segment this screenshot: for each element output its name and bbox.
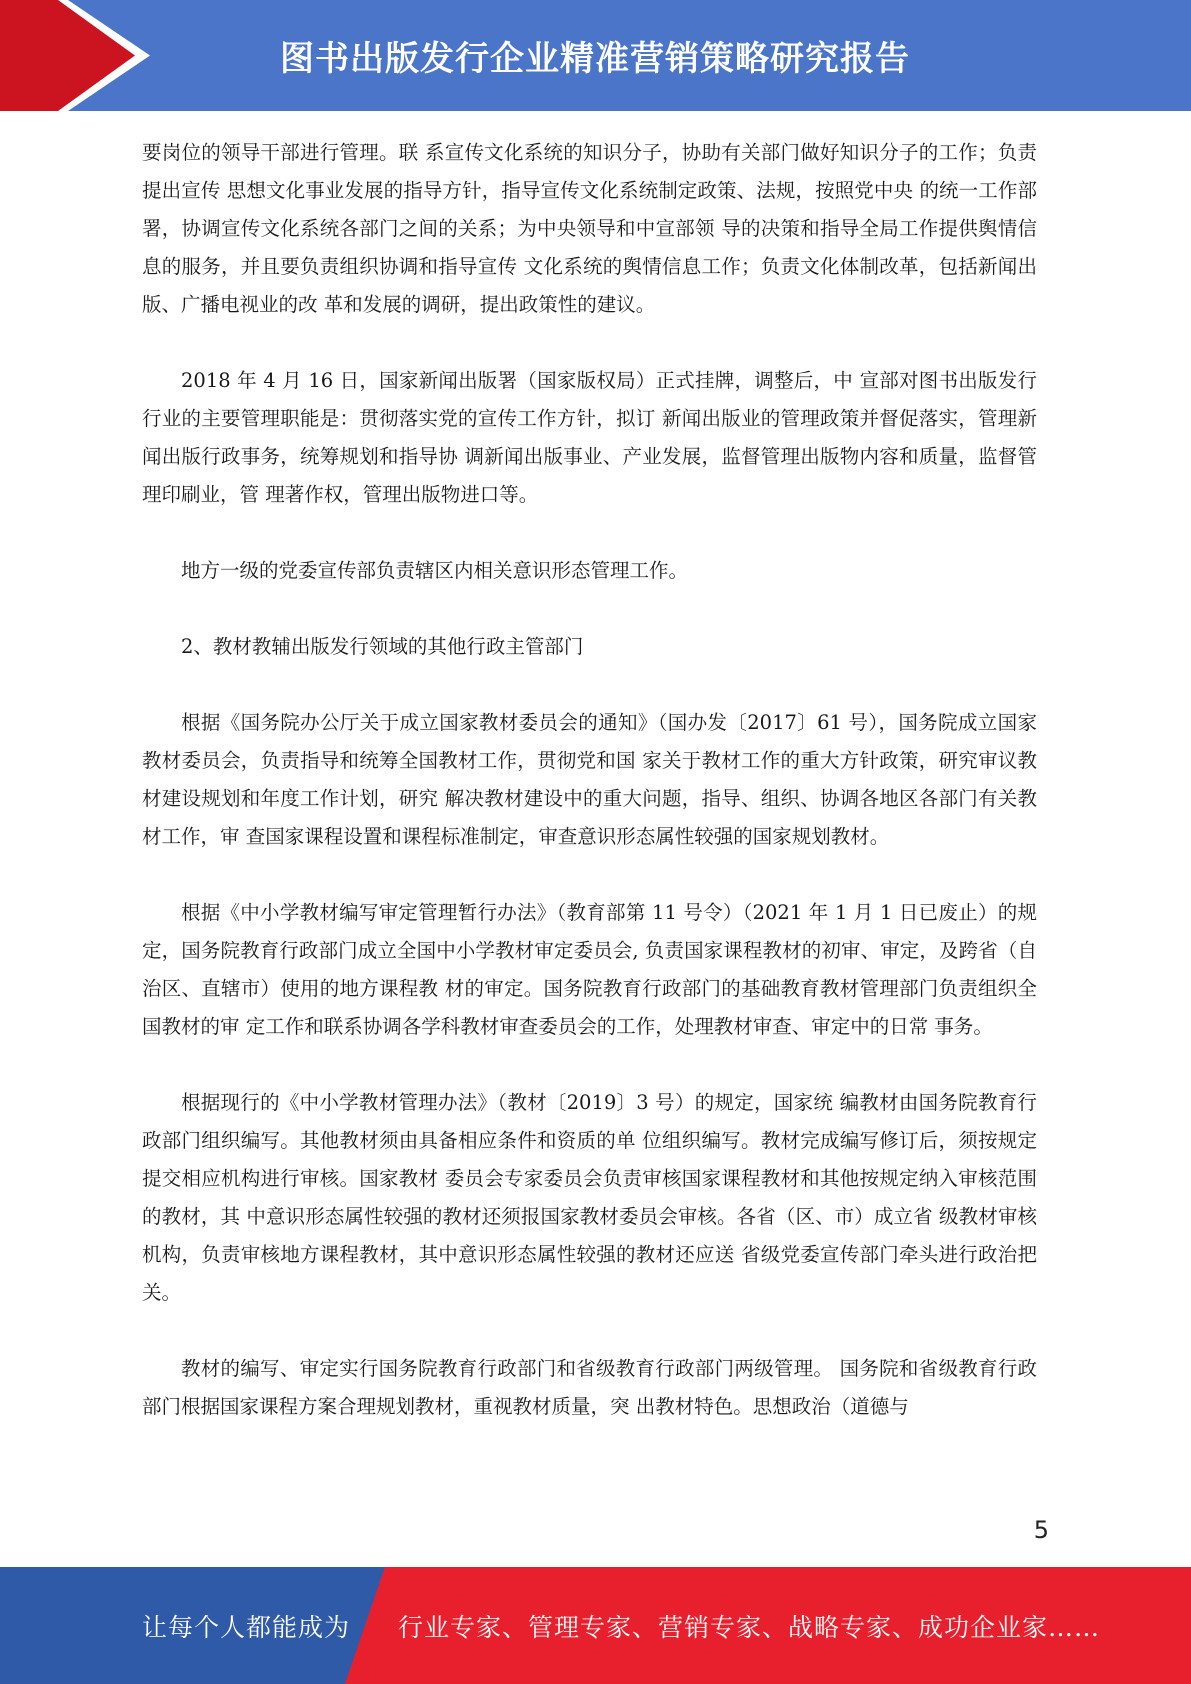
paragraph: 要岗位的领导干部进行管理。联 系宣传文化系统的知识分子，协助有关部门做好知识分子的工作；负责提出宣传 思想文化事业发展的指导方针，指导宣传文化系统制定政策、法规，按照党中央 的统一工作部署，协调宣传文化系统各部门之间的关系；为中央领导和中宣部领 导的决策和指导全局工作提供舆情信息的服务，并且要负责组织协调和指导宣传 文化系统的舆情信息工作；负责文化体制改革，包括新闻出版、广播电视业的改 革和发展的调研，提出政策性的建议。 [142,141,1037,316]
document-body [142,134,1037,1464]
footer-slogan-left: 让每个人都能成为 [142,1612,351,1642]
header-band [0,0,1191,111]
paragraph: 根据《国务院办公厅关于成立国家教材委员会的通知》（国办发〔2017〕61 号），国务院成立国家教材委员会，负责指导和统筹全国教材工作，贯彻党和国 家关于教材工作的重大方针政策，研究审议教材建设规划和年度工作计划，研究 解决教材建设中的重大问题，指导、组织、协调各地区各部门有关教材工作，审 查国家课程设置和课程标准制定，审查意识形态属性较强的国家规划教材。 [142,711,1037,848]
paragraph: 根据现行的《中小学教材管理办法》（教材〔2019〕3 号）的规定，国家统 编教材由国务院教育行政部门组织编写。其他教材须由具备相应条件和资质的单 位组织编写。教材完成编写修订后，须按规定提交相应机构进行审核。国家教材 委员会专家委员会负责审核国家课程教材和其他按规定纳入审核范围的教材，其 中意识形态属性较强的教材还须报国家教材委员会审核。各省（区、市）成立省 级教材审核机构，负责审核地方课程教材，其中意识形态属性较强的教材还应送 省级党委宣传部门牵头进行政治把关。 [142,1091,1037,1304]
paragraph: 2018 年 4 月 16 日，国家新闻出版署（国家版权局）正式挂牌，调整后，中 宣部对图书出版发行行业的主要管理职能是：贯彻落实党的宣传工作方针，拟订 新闻出版业的管理政策并督促落实，管理新闻出版行政事务，统筹规划和指导协 调新闻出版事业、产业发展，监督管理出版物内容和质量，监督管理印刷业，管 理著作权，管理出版物进口等。 [142,369,1037,506]
paragraph: 地方一级的党委宣传部负责辖区内相关意识形态管理工作。 [181,559,689,582]
chevron-arrow-icon [0,0,160,111]
page-number: 5 [1033,1516,1049,1544]
paragraph: 教材的编写、审定实行国务院教育行政部门和省级教育行政部门两级管理。 国务院和省级教育行政部门根据国家课程方案合理规划教材，重视教材质量，突 出教材特色。思想政治（道德与 [142,1357,1037,1418]
paragraph: 根据《中小学教材编写审定管理暂行办法》（教育部第 11 号令）（2021 年 1 月 1 日已废止）的规定，国务院教育行政部门成立全国中小学教材审定委员会, 负责国家课程教材的初审、审定，及跨省（自治区、直辖市）使用的地方课程教 材的审定。国务院教育行政部门的基础教育教材管理部门负责组织全国教材的审 定工作和联系协调各学科教材审查委员会的工作，处理教材审查、审定中的日常 事务。 [142,901,1037,1038]
arrow-red-fill [0,0,135,111]
footer-slogan-right: 行业专家、管理专家、营销专家、战略专家、成功企业家…… [398,1612,1101,1642]
footer-band [0,1567,1191,1684]
section-heading: 2、教材教辅出版发行领域的其他行政主管部门 [181,635,584,658]
document-title: 图书出版发行企业精准营销策略研究报告 [280,39,910,79]
